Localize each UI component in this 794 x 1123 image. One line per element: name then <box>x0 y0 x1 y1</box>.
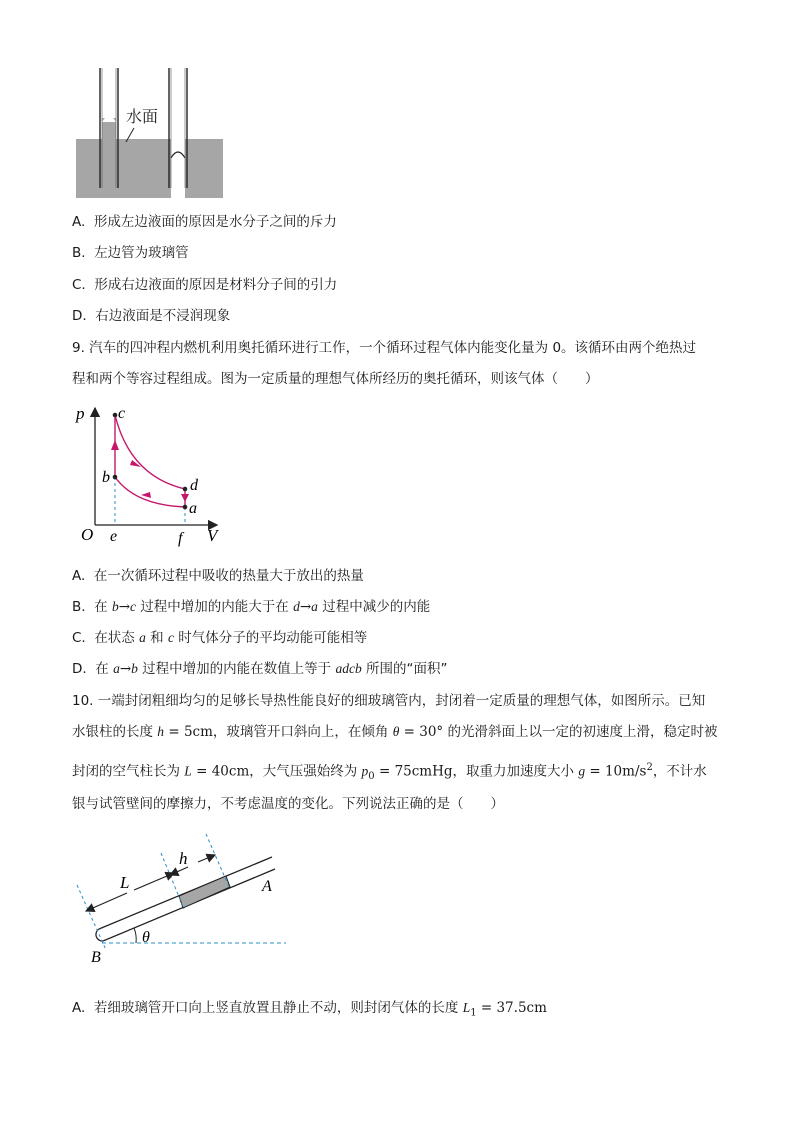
label-point-b: B <box>91 949 101 965</box>
label-p: p <box>76 404 85 423</box>
q8-option-a: A. 形成左边液面的原因是水分子之间的斥力 <box>72 214 337 230</box>
q9-stem-line2: 程和两个等容过程组成。图为一定质量的理想气体所经历的奥托循环，则该气体（ ） <box>72 371 599 387</box>
q10-stem-line1: 10. 一端封闭粗细均匀的足够长导热性能良好的细玻璃管内，封闭着一定质量的理想气体，如图所示。已知 <box>72 693 706 709</box>
q10-stem-line4: 银与试管壁间的摩擦力，不考虑温度的变化。下列说法正确的是（ ） <box>72 796 504 812</box>
label-c: c <box>118 405 126 422</box>
label-height-h: h <box>179 849 188 868</box>
q10-option-a: A. 若细玻璃管开口向上竖直放置且静止不动，则封闭气体的长度 $L_1 = 37.5cm$ <box>72 1000 547 1019</box>
q8-option-c: C. 形成右边液面的原因是材料分子间的引力 <box>72 277 338 293</box>
process-c-d <box>115 415 185 489</box>
figure-capillary-tubes <box>70 66 230 202</box>
q9-stem-line1: 9. 汽车的四冲程内燃机利用奥托循环进行工作，一个循环过程气体内能变化量为 0。该循环由两个绝热过 <box>72 340 697 356</box>
figure-inclined-tube <box>72 825 302 965</box>
q8-option-b: B. 左边管为玻璃管 <box>72 245 189 261</box>
q10-stem-line3: 封闭的空气柱长为 L = 40cm，大气压强始终为 $p_0$ = 75cmHg，取重力加速度大小 $g = 10m/s^2$，不计水 <box>72 762 707 783</box>
label-e: e <box>110 528 118 545</box>
label-theta: θ <box>142 929 150 946</box>
label-d: d <box>190 477 198 494</box>
label-length-l: L <box>120 873 130 892</box>
label-f: f <box>178 530 183 547</box>
label-a: a <box>189 500 197 517</box>
q9-option-a: A. 在一次循环过程中吸收的热量大于放出的热量 <box>72 568 364 584</box>
q9-option-c: C. 在状态 a 和 c 时气体分子的平均动能可能相等 <box>72 630 368 646</box>
label-b: b <box>102 469 110 486</box>
left-tube-water <box>102 118 116 188</box>
label-point-a: A <box>262 878 272 895</box>
q9-option-d: D. 在 a→b 过程中增加的内能在数值上等于 adcb 所围的“面积” <box>72 661 448 677</box>
q8-option-d: D. 右边液面是不浸润现象 <box>72 308 231 324</box>
water-surface-label: 水面 <box>126 109 159 126</box>
q10-stem-line2: 水银柱的长度 h = 5cm，玻璃管开口斜向上，在倾角 θ = 30° 的光滑斜面上以一定的初速度上滑，稳定时被 <box>72 724 718 740</box>
water-body <box>76 139 223 198</box>
q9-option-b: B. 在 b→c 过程中增加的内能大于在 d→a 过程中减少的内能 <box>72 599 431 615</box>
label-v: V <box>207 526 218 545</box>
figure-otto-cycle <box>72 400 232 550</box>
label-o: O <box>81 525 94 544</box>
